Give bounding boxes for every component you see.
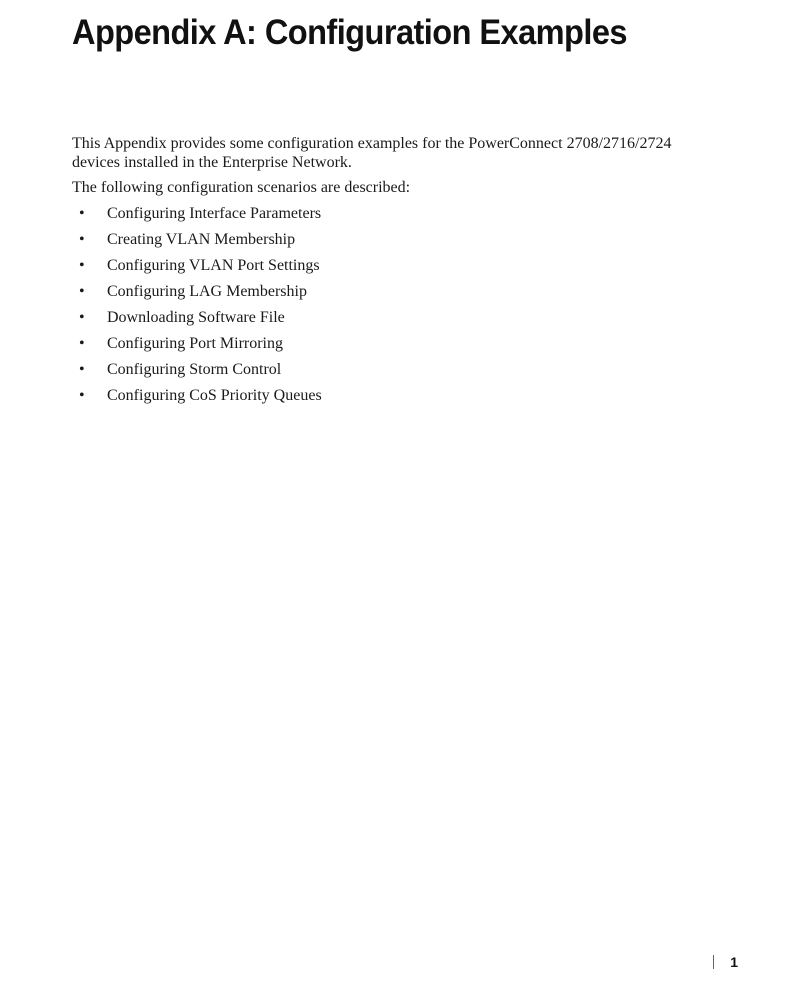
scenario-list-item <box>72 204 712 230</box>
bullet-icon: • <box>79 231 85 248</box>
scenario-label: Configuring VLAN Port Settings <box>107 257 320 274</box>
scenario-label: Configuring Port Mirroring <box>107 335 283 352</box>
bullet-icon: • <box>79 205 85 222</box>
scenario-list-item <box>72 282 712 308</box>
bullet-icon: • <box>79 309 85 326</box>
scenario-label: Configuring Storm Control <box>107 361 282 378</box>
scenario-label: Configuring LAG Membership <box>107 283 307 300</box>
page-footer <box>713 954 738 970</box>
scenario-list-item <box>72 256 712 282</box>
body-text <box>72 134 712 412</box>
intro-paragraph: This Appendix provides some configuration examples for the PowerConnect 2708/2716/2724 devices installed in the Enterprise Network. <box>72 135 672 171</box>
scenario-label: Configuring CoS Priority Queues <box>107 387 322 404</box>
scenario-list-item <box>72 360 712 386</box>
bullet-icon: • <box>79 361 85 378</box>
scenario-label: Creating VLAN Membership <box>107 231 296 248</box>
scenario-label: Downloading Software File <box>107 309 285 326</box>
scenario-label: Configuring Interface Parameters <box>107 205 322 222</box>
scenario-list-item <box>72 308 712 334</box>
bullet-icon: • <box>79 257 85 274</box>
scenario-list <box>72 204 712 412</box>
page-number: 1 <box>730 954 738 970</box>
bullet-icon: • <box>79 335 85 352</box>
scenario-list-item <box>72 230 712 256</box>
page-title: Appendix A: Configuration Examples <box>72 13 627 52</box>
bullet-icon: • <box>79 387 85 404</box>
bullet-icon: • <box>79 283 85 300</box>
scenario-list-item <box>72 334 712 360</box>
footer-divider <box>713 955 714 969</box>
scenarios-lead-in: The following configuration scenarios are described: <box>72 179 411 196</box>
scenario-list-item <box>72 386 712 412</box>
